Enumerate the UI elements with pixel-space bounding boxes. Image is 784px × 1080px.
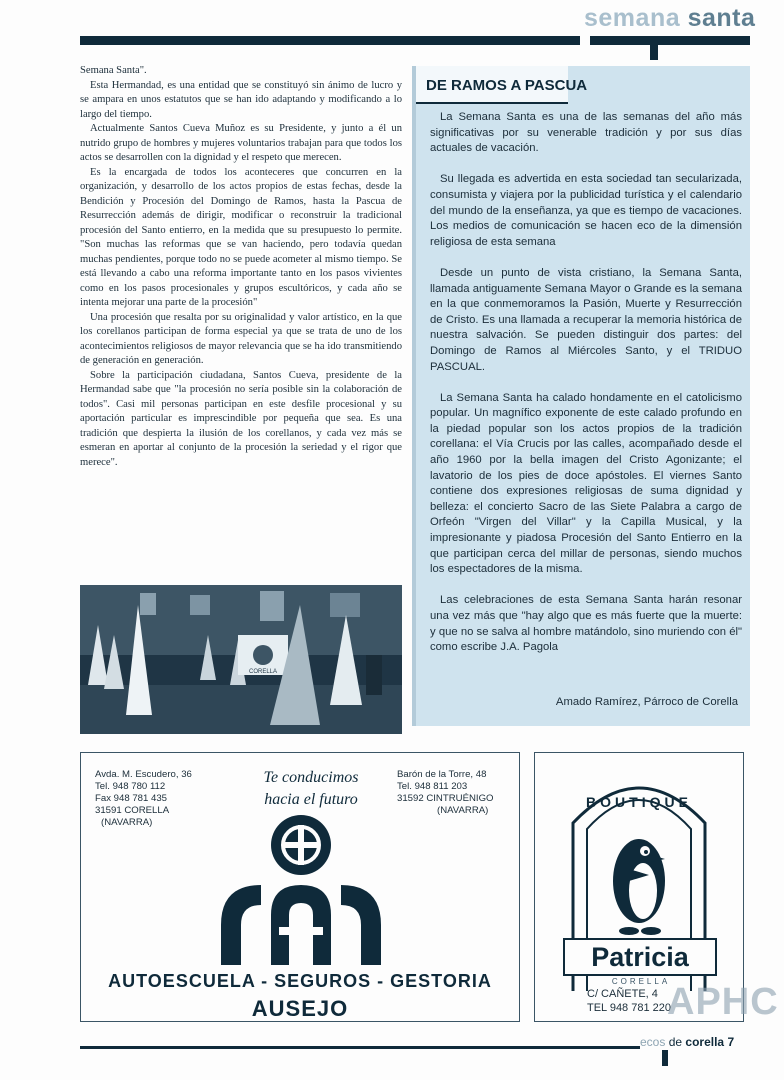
sidebar-paragraph: La Semana Santa es una de las semanas del año más significativas por su venerable tradición y por sus días actuales de vacación. <box>430 111 742 155</box>
ad-brand: AUSEJO <box>251 996 349 1021</box>
section-word-1: semana <box>584 4 681 32</box>
address-line: (NAVARRA) <box>437 805 489 816</box>
ad-patricia <box>534 752 779 1023</box>
section-word-2: santa <box>687 4 756 32</box>
photo-banner-text: CORELLA <box>248 669 278 675</box>
ad-slogan <box>236 767 386 811</box>
footer-word-ecos: ecos <box>640 1035 666 1049</box>
watermark: APHC <box>667 981 779 1023</box>
footer-tick <box>662 1050 668 1066</box>
address-line: Avda. M. Escudero, 36 <box>95 769 192 780</box>
footer-rule <box>80 1046 640 1049</box>
address-line: (NAVARRA) <box>101 817 153 828</box>
boutique-text: BOUTIQUE <box>586 794 692 810</box>
ad-ausejo <box>80 752 520 1022</box>
header-rule-right <box>590 36 750 45</box>
footer-word-de: de <box>668 1035 683 1049</box>
article-paragraph: Esta Hermandad, es una entidad que se constituyó sin ánimo de lucro y se ampara en unos estatutos que se han ido adaptando y modificando a lo largo del tiempo. <box>80 79 402 120</box>
article-paragraph: Semana Santa". <box>80 65 147 76</box>
sidebar-paragraph: La Semana Santa ha calado hondamente en el catolicismo popular. Un magnífico exponente de este calado profundo en la piedad popular son los actos propios de la tradición corellana: el Vía Crucis por las calles, acompañado desde el año 1960 por la bella imagen del Cristo Agonizante; el lavatorio de los pies de doce apóstoles. El viernes Santo contiene dos expresiones religiosas de suma dignidad y belleza: el concierto Sacro de las Siete Palabra a cargo de Orfeón "Virgen del Villar" y la Capilla Musical, y la impresionante y piadosa Procesión del Santo Entierro en la que participan cerca del millar de personas, siendo muchos los espectadores de la misma. <box>430 391 742 576</box>
sidebar-title-bar <box>416 66 588 104</box>
section-title <box>584 4 755 33</box>
sidebar-paragraph: Su llegada es advertida en esta sociedad tan secularizada, consumista y viajera por la publicidad turística y el calendario del mundo de la enseñanza, ya que es tiempo de vacaciones. Los medios de comunicación se hacen eco de la dimensión religiosa de esta semana <box>430 173 742 248</box>
procession-photo <box>80 585 402 734</box>
sidebar-article-box <box>412 66 750 726</box>
slogan-line-2: hacia el futuro <box>264 791 358 808</box>
address-line: Fax 948 781 435 <box>95 793 168 804</box>
address-line: Barón de la Torre, 48 <box>397 769 487 780</box>
address-line: 31591 CORELLA <box>95 805 170 816</box>
address-line: 31592 CINTRUÉNIGO <box>397 793 494 804</box>
sidebar-signature: Amado Ramírez, Párroco de Corella <box>555 696 738 708</box>
sidebar-paragraph: Las celebraciones de esta Semana Santa harán resonar una vez más que "hay algo que es más fuerte que la muerte: y que no se salva al hombre matándolo, sino muriendo con él" como escribe J.A. Pagola <box>430 594 742 654</box>
sidebar-paragraph: Desde un punto de vista cristiano, la Semana Santa, llamada antiguamente Semana Mayor o Grande es la semana en la que conmemoramos la Pasión, Muerte y Resurrección de Cristo. Es una llamada a recuperar la memoria histórica de nuestra salvación. Se pueden distinguir dos partes: del Domingo de Ramos al Miércoles Santo, y el TRIDUO PASCUAL. <box>430 266 742 373</box>
article-paragraph: Actualmente Santos Cueva Muñoz es su Presidente, y junto a él un nutrido grupo de hombres y mujeres voluntarios trabajan para que todos los actos se desarrollen con la dignidad y el respeto que merecen. <box>80 123 402 163</box>
procession-photo-image <box>80 585 402 734</box>
footer-word-corella: corella <box>685 1035 725 1049</box>
footer-masthead <box>640 1035 734 1049</box>
sidebar-title: DE RAMOS A PASCUA <box>426 77 588 94</box>
address-line: Tel. 948 780 112 <box>95 781 166 792</box>
sidebar-text <box>430 110 742 671</box>
ausejo-logo <box>201 815 401 965</box>
article-paragraph: Sobre la participación ciudadana, Santos Cueva, presidente de la Hermandad sabe que "la procesión no sería posible sin la colaboración de todos". Casi mil personas participan en este desfile procesional y su aportación particular es imprescindible por pequeña que sea. Es una tradición que despierta la ilusión de los corellanos, y cada vez más se esmeran en aportar al conjunto de la procesión la seriedad y el rigor que merece". <box>80 369 402 468</box>
ad-address-corella <box>95 769 192 829</box>
shop-name: Patricia <box>563 938 717 976</box>
header-rule <box>80 36 580 45</box>
ad-address-cintruenigo <box>397 769 494 817</box>
page-number: 7 <box>727 1035 735 1049</box>
shop-phone: TEL 948 781 220 <box>587 1002 671 1014</box>
shop-street: C/ CAÑETE, 4 <box>587 988 658 1000</box>
header-tick <box>650 40 658 60</box>
slogan-line-1: Te conducimos <box>263 769 359 786</box>
left-article-column <box>80 64 402 470</box>
ad-services: AUTOESCUELA - SEGUROS - GESTORIA <box>108 971 492 991</box>
article-paragraph: Es la encargada de todos los aconteceres que concurren en la organización, y desarrollo de los actos propios de estas fechas, desde la Bendición y Procesión del Domingo de Ramos, hasta la Pascua de Resurrección además de dirigir, modificar o reconstruir la tradicional procesión del Santo entierro, en la medida que su presupuesto lo permite. "Son muchas las reformas que se van haciendo, pero todavía quedan muchas pendientes, porque todo no se puede acometer al mismo tiempo. Se está llevando a cabo una reforma importante tanto en los pasos vivientes como en los pasos procesionales y grupos escultóricos, y cada año se intenta mejorar una parte de la procesión" <box>80 166 402 308</box>
address-line: Tel. 948 811 203 <box>397 781 468 792</box>
article-paragraph: Una procesión que resalta por su originalidad y valor artístico, en la que los corellanos participan de forma especial ya que se trata de uno de los acontecimientos religiosos de mayor relevancia que se ha ido transmitiendo de generación en generación. <box>80 311 402 366</box>
shop-city: CORELLA <box>611 977 671 986</box>
